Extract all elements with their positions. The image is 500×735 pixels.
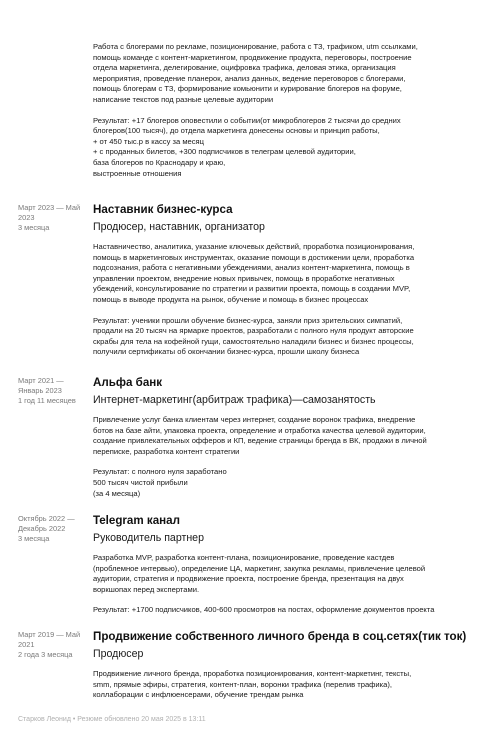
position-title: Интернет-маркетинг(арбитраж трафика)—самозанятость (93, 394, 376, 406)
entry-dates-column (18, 203, 86, 232)
entry-description: Наставничество, аналитика, указание ключевых действий, проработка позиционирования, помощь в маркетинговых инструментах, оказание помощи в достижении цели, проработка подсознания, работа с негативными убеждениями, анализ контент-маркетинга, помощь в управлении проектом, внедрение новых привычек, помощь в проработке негативных убеждений, консультирование по стратегии и развитии проекта, помощь в создании MVP, помощь в выводе продукта на рынок, обучение и помощь в бизнес процессах (93, 242, 415, 304)
entry-description: Работа с блогерами по рекламе, позиционирование, работа с ТЗ, трафиком, utm ссылками, помощь команде с контент-маркетингом, продвижение продукта, переговоры, построение отдела маркетинга, делегирование, оцифровка трафика, деловая этика, организация мероприятия, проведение планерок, анализ данных, ведение переговоров с блогерами, помощь блогерам с ТЗ, формирование комьюнити и курирование блогеров на форуме, написание текстов под разные целевые аудитории (93, 42, 418, 104)
entry-result: Результат: +17 блогеров оповестили о событии(от микроблогеров 2 тысячи до средних блогеров(100 тысяч), до отдела маркетинга донесены основы и принцип работы, + от 450 тыс.р в кассу за месяц + с проданных билетов, +300 подписчиков в телеграм целевой аудитории, база блогеров по Краснодару и краю, выстроенные отношения (93, 115, 401, 178)
entry-dates: Март 2019 — Май 2021 (18, 630, 81, 649)
entry-content (93, 203, 485, 358)
entry-duration: 2 года 3 месяца (18, 649, 73, 659)
entry-dates-column (18, 514, 86, 543)
entry-dates: Октябрь 2022 — Декабрь 2022 (18, 514, 75, 533)
entry-dates: Март 2021 — Январь 2023 (18, 376, 64, 395)
resume-footer: Старков Леонид • Резюме обновлено 20 мая 2025 в 13:11 (18, 716, 206, 723)
entry-content (93, 376, 485, 499)
entry-duration: 1 год 11 месяцев (18, 395, 76, 405)
entry-description: Привлечение услуг банка клиентам через интернет, создание воронок трафика, внедрение ботов на базе айти, упаковка проекта, определение и отработка качества целевой аудитории, создание привлекательных офферов и КП, ведение страницы бренда в ВК, продажи в личной переписке, разработка контент стратегии (93, 415, 427, 456)
position-title: Продюсер, наставник, организатор (93, 221, 265, 233)
entry-description: Продвижение личного бренда, проработка позиционирования, контент-маркетинг, тексты, smm, прямые эфиры, стратегия, контент-план, воронки трафика (перелив трафика), коллаборации с инфлюенсерами, обучение трендам рынка (93, 669, 412, 700)
entry-description: Разработка MVP, разработка контент-плана, позиционирование, проведение кастдев (проблемное интервью), определение ЦА, маркетинг, закупка рекламы, привлечение целевой аудитории, стратегия и продвижение проекта, построение бренда, презентация на двух воркшопах перед экспертами. (93, 553, 426, 594)
position-title: Руководитель партнер (93, 532, 204, 544)
entry-dates-column (18, 376, 86, 405)
entry-content (93, 514, 485, 616)
entry-dates: Март 2023 — Май 2023 (18, 203, 81, 222)
entry-duration: 3 месяца (18, 222, 50, 232)
company-name: Наставник бизнес-курса (93, 203, 233, 216)
position-title: Продюсер (93, 648, 144, 660)
company-name: Telegram канал (93, 514, 180, 527)
entry-content (93, 42, 485, 179)
entry-content (93, 630, 485, 701)
entry-result: Результат: ученики прошли обучение бизнес-курса, заняли приз зрительских симпатий, продали на 20 тысяч на ярмарке проектов, разработали с полного нуля продукт авторские скрабы для тела на кофейной гущи, самостоятельно наладили бизнес и бизнес процессы, получили сертификаты об окончании бизнес-курса, прошли школу бизнеса (93, 315, 414, 357)
company-name: Альфа банк (93, 376, 163, 389)
entry-result: Результат: +1700 подписчиков, 400-600 просмотров на постах, оформление документов проекта (93, 605, 435, 615)
company-name: Продвижение собственного личного бренда в соц.сетях(тик ток) (93, 630, 467, 643)
entry-dates-column (18, 630, 86, 659)
entry-duration: 3 месяца (18, 533, 50, 543)
entry-result: Результат: с полного нуля заработано 500 тысяч чистой прибыли (за 4 месяца) (93, 467, 227, 498)
